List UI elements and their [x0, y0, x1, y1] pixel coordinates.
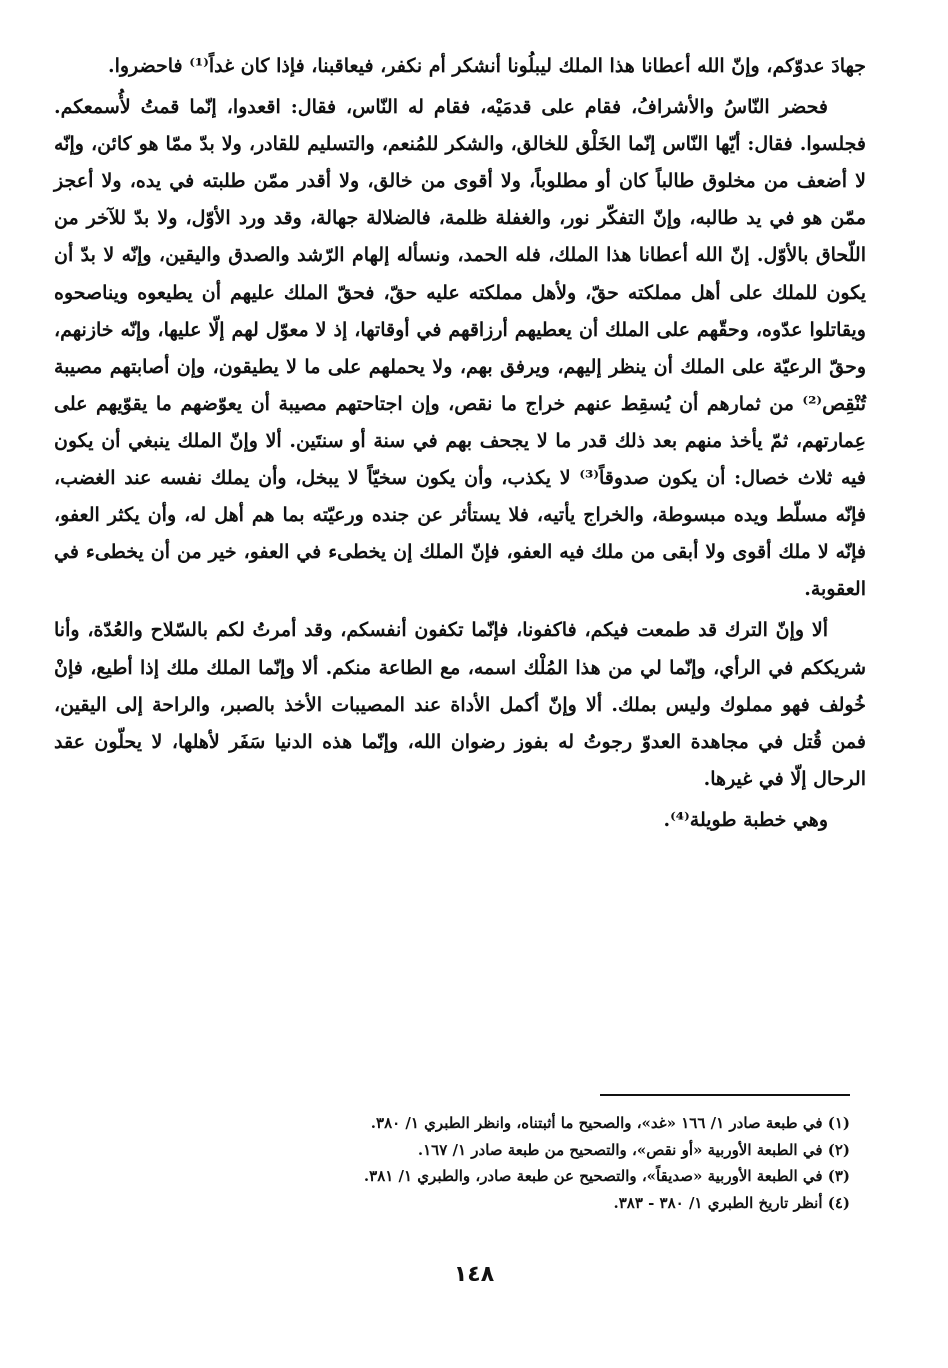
footnotes: [80, 1110, 850, 1216]
footnote-1: (١) في طبعة صادر ١/ ١٦٦ «غد»، والصحيح ما أثبتناه، وانظر الطبري ١/ ٣٨٠.: [370, 1114, 850, 1132]
footnote-2: (٢) في الطبعة الأوربية «أو نقص»، والتصحيح من طبعة صادر ١/ ١٦٧.: [417, 1140, 850, 1159]
main-text: [54, 48, 866, 839]
paragraph-1: جهادَ عدوّكم، وإنّ الله أعطانا هذا الملك ليبلُونا أنشكر أم نكفر، فيعاقبنا، فإذا كان غداً⁽¹⁾ فاحضروا.: [107, 55, 866, 77]
paragraph-3: ألا وإنّ الترك قد طمعت فيكم، فاكفونا، فإنّما تكفون أنفسكم، وقد أمرتُ لكم بالسّلاح والعُدّة، وأنا شريككم في الرأي، وإنّما لي من هذا المُلْك اسمه، مع الطاعة منكم. ألا وإنّما الملك ملك إذا أطيع، فإنْ خُولف فهو مملوك وليس بملك. ألا وإنّ أكمل الأداة عند المصيبات الأخذ بالصبر، والراحة إلى اليقين، فمن قُتل في مجاهدة العدوّ رجوتُ له بفوز رضوان الله، وإنّما هذه الدنيا سَفَر لأهلها، لا يحلّون عقد الرحال إلّا في غيرها.: [54, 619, 866, 790]
page-number: ١٤٨: [453, 1262, 495, 1287]
footnote-3: (٣) في الطبعة الأوربية «صديقاً»، والتصحيح عن طبعة صادر، والطبري ١/ ٣٨١.: [363, 1167, 850, 1185]
paragraph-4: وهي خطبة طويلة⁽⁴⁾.: [663, 808, 828, 831]
footnote-4: (٤) أنظر تاريخ الطبري ١/ ٣٨٠ - ٣٨٣.: [613, 1193, 850, 1212]
footnote-separator: [600, 1094, 850, 1096]
paragraph-2: فحضر النّاسُ والأشرافُ، فقام على قدمَيْه، فقام له النّاس، فقال: اقعدوا، إنّما قمتُ لأُسمعكم. فجلسوا. فقال: أيّها النّاس إنّما الخَلْق للخالق، والشكر للمُنعم، والتسليم للقادر، ولا بدّ ممّا هو كائن، وإنّه لا أضعف من مخلوق طالباً كان أو مطلوباً، ولا أقوى من خالق، ولا أقدر ممّن طلبته في يده، ولا أعجز ممّن هو في يد طالبه، وإنّ التفكّر نور، والغفلة ظلمة، فالضلالة جهالة، وقد ورد الأوّل، ولا بدّ للآخر من اللّحاق بالأوّل. إنّ الله أعطانا هذا الملك، فله الحمد، ونسأله إلهام الرّشد والصدق واليقين، وإنّه لا بدّ أن يكون للملك على أهل مملكته حقّ، ولأهل مملكته عليه حقّ، فحقّ الملك عليهم أن يطيعوه ويناصحوه ويقاتلوا عدّوه، وحقّهم على الملك أن يعطيهم أرزاقهم في أوقاتها، إذ لا معوّل لهم إلّا عليها، وإنّه خازنهم، وحقّ الرعيّة على الملك أن ينظر إليهم، ويرفق بهم، ولا يحملهم على ما لا يطيقون، وإن أصابتهم مصيبة تُنْقِص⁽²⁾ من ثمارهم أن يُسقِط عنهم خراج ما نقص، وإن اجتاحتهم مصيبة أن يعوّضهم ما يقوّيهم على عِمارتهم، ثمّ يأخذ منهم بعد ذلك قدر ما لا يجحف بهم في سنة أو سنتَين. ألا وإنّ الملك ينبغي أن يكون فيه ثلاث خصال: أن يكون صدوقاً⁽³⁾ لا يكذب، وأن يكون سخيّاً لا يبخل، وأن يملك نفسه عند الغضب، فإنّه مسلّط ويده مبسوطة، والخراج يأتيه، فلا يستأثر عن جنده ورعيّته بما هم أهل له، وأن يكثر العفو، فإنّه لا ملك أقوى ولا أبقى من ملك فيه العفو، فإنّ الملك إن يخطىء في العفو، خير من أن يخطىء في العقوبة.: [54, 96, 866, 601]
